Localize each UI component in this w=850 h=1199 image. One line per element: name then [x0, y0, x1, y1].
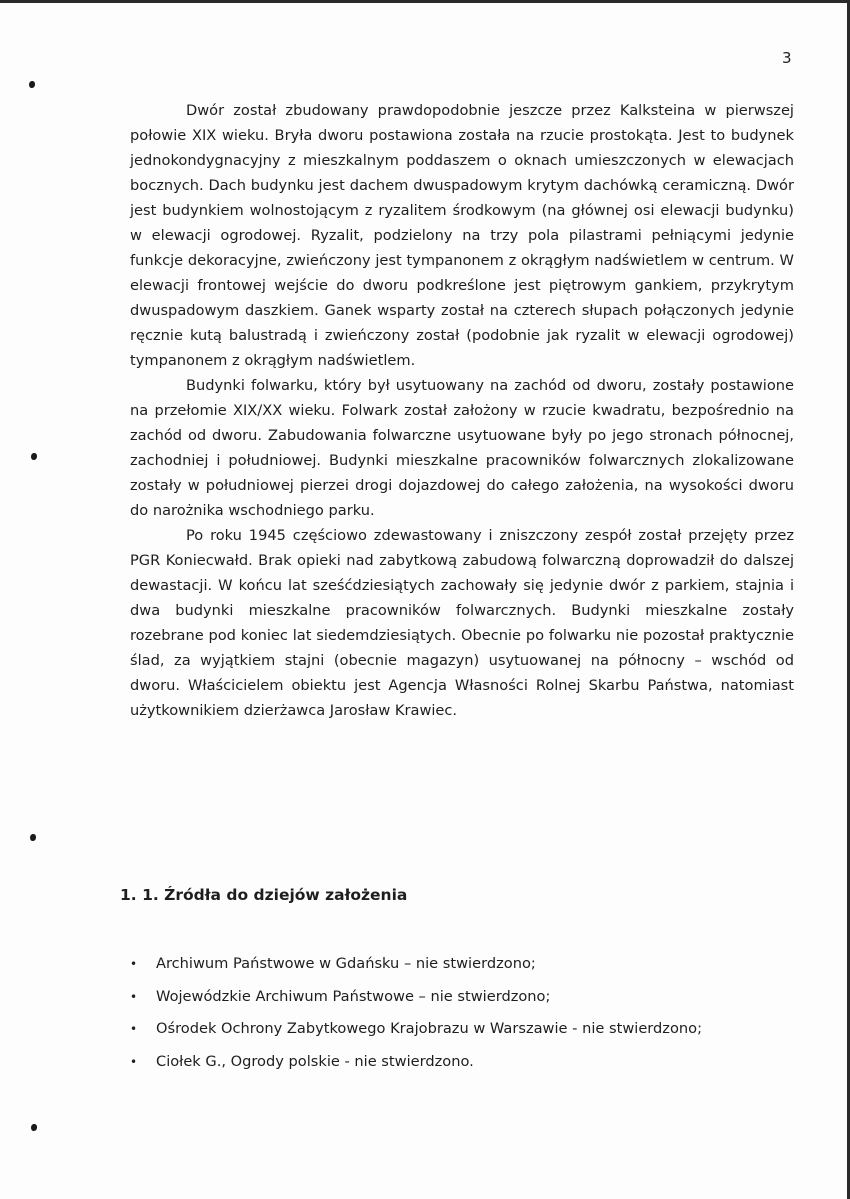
list-item-text: Archiwum Państwowe w Gdańsku – nie stwierdzono;: [156, 955, 536, 972]
bullet-icon: •: [130, 1054, 138, 1069]
punch-hole-mark: [31, 1124, 37, 1131]
punch-hole-mark: [31, 453, 37, 460]
section-heading: 1. 1. Źródła do dziejów założenia: [120, 886, 408, 904]
punch-hole-mark: [29, 81, 35, 88]
page-number: 3: [782, 49, 792, 67]
list-item: [120, 948, 760, 981]
bullet-icon: •: [130, 989, 138, 1004]
list-item: [120, 1046, 760, 1079]
body-text: [130, 98, 794, 723]
paragraph-post-1945: Po roku 1945 częściowo zdewastowany i zniszczony zespół został przejęty przez PGR Koniecwałd. Brak opieki nad zabytkową zabudową folwarczną doprowadził do dalszej dewastacji. W końcu lat sześćdziesiątych zachowały się jedynie dwór z parkiem, stajnia i dwa budynki mieszkalne pracowników folwarcznych. Budynki mieszkalne zostały rozebrane pod koniec lat siedemdziesiątych. Obecnie po folwarku nie pozostał praktycznie ślad, za wyjątkiem stajni (obecnie magazyn) usytuowanej na północny – wschód od dworu. Właścicielem obiektu jest Agencja Własności Rolnej Skarbu Państwa, natomiast użytkownikiem dzierżawca Jarosław Krawiec.: [130, 527, 794, 719]
bullet-icon: •: [130, 957, 138, 971]
bullet-icon: •: [130, 1022, 138, 1036]
sources-list: [120, 948, 760, 1078]
list-item: [120, 1013, 760, 1046]
paragraph-manor: Dwór został zbudowany prawdopodobnie jeszcze przez Kalksteina w pierwszej połowie XIX wieku. Bryła dworu postawiona została na rzucie prostokąta. Jest to budynek jednokondygnacyjny z mieszkalnym poddaszem o oknach umieszczonych w elewacjach bocznych. Dach budynku jest dachem dwuspadowym krytym dachówką ceramiczną. Dwór jest budynkiem wolnostojącym z ryzalitem środkowym (na głównej osi elewacji budynku) w elewacji ogrodowej. Ryzalit, podzielony na trzy pola pilastrami pełniącymi jedynie funkcje dekoracyjne, zwieńczony jest tympanonem z okrągłym nadświetlem w centrum. W elewacji frontowej wejście do dworu podkreślone jest piętrowym gankiem, przykrytym dwuspadowym daszkiem. Ganek wsparty został na czterech słupach połączonych jedynie ręcznie kutą balustradą i zwieńczony został (podobnie jak ryzalit w elewacji ogrodowej) tympanonem z okrągłym nadświetlem.: [130, 102, 794, 369]
punch-hole-mark: [30, 834, 36, 841]
list-item: [120, 981, 760, 1014]
list-item-text: Wojewódzkie Archiwum Państwowe – nie stwierdzono;: [156, 987, 551, 1005]
list-item-text: Ciołek G., Ogrody polskie - nie stwierdzono.: [156, 1052, 474, 1070]
list-item-text: Ośrodek Ochrony Zabytkowego Krajobrazu w Warszawie - nie stwierdzono;: [156, 1020, 702, 1037]
paragraph-farmstead: Budynki folwarku, który był usytuowany na zachód od dworu, zostały postawione na przełomie XIX/XX wieku. Folwark został założony w rzucie kwadratu, bezpośrednio na zachód od dworu. Zabudowania folwarczne usytuowane były po jego stronach północnej, zachodniej i południowej. Budynki mieszkalne pracowników folwarcznych zlokalizowane zostały w południowej pierzei drogi dojazdowej do całego założenia, na wysokości dworu do narożnika wschodniego parku.: [130, 377, 794, 519]
